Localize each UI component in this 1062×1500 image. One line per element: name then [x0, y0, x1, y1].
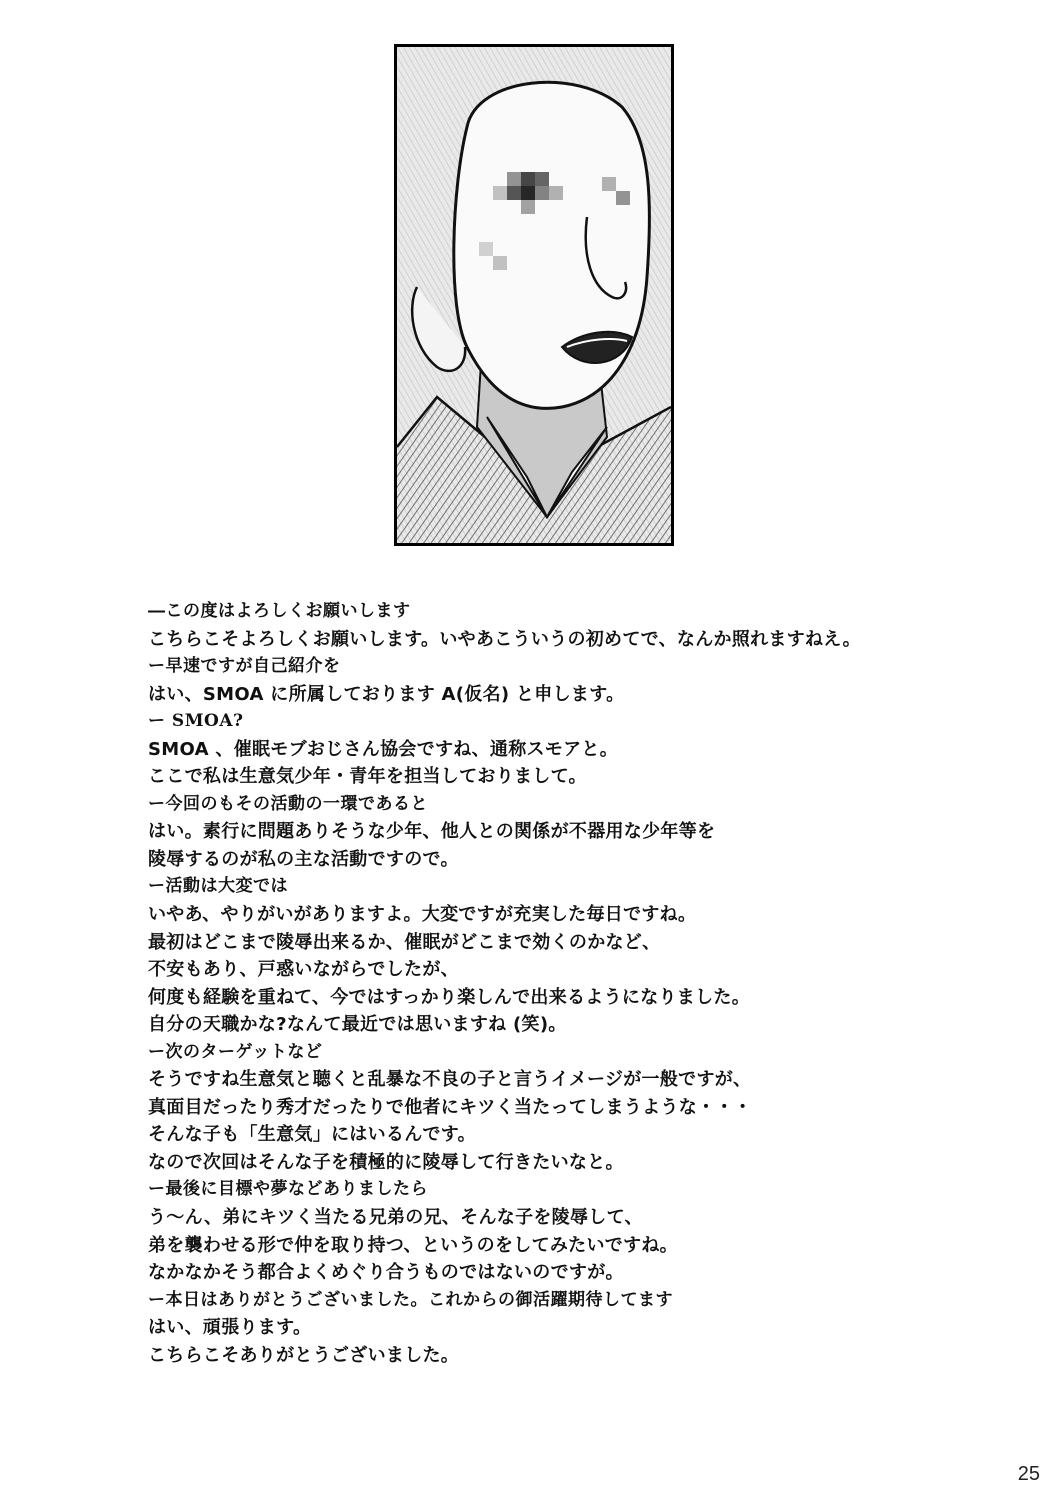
interview-answer: ここで私は生意気少年・青年を担当しておりまして。: [148, 766, 587, 788]
interview-answer: なかなかそう都合よくめぐり合うものではないのですが。: [148, 1262, 624, 1284]
interview-question: ー次のターゲットなど: [148, 1041, 323, 1062]
interview-answer: う～ん、弟にキツく当たる兄弟の兄、そんな子を陵辱して、: [148, 1207, 643, 1229]
interview-question: ー早速ですが自己紹介を: [148, 656, 341, 677]
interview-answer: 不安もあり、戸惑いながらでしたが、: [148, 959, 459, 981]
interview-answer: 真面目だったり秀才だったりで他者にキツく当たってしまうような・・・: [148, 1096, 752, 1118]
interview-question: ー今回のもその活動の一環であると: [148, 793, 428, 814]
interview-question: ―この度はよろしくお願いします: [148, 601, 411, 621]
interview-answer: そうですね生意気と聴くと乱暴な不良の子と言うイメージが一般ですが、: [148, 1069, 752, 1091]
portrait-panel: [394, 44, 674, 546]
interview-question: ー活動は大変では: [148, 876, 288, 897]
interview-answer: 最初はどこまで陵辱出来るか、催眠がどこまで効くのかなど、: [148, 931, 661, 953]
interview-answer: はい、SMOA に所属しております A(仮名) と申します。: [148, 683, 625, 705]
interview-answer: 自分の天職かな?なんて最近では思いますね (笑)。: [148, 1014, 567, 1036]
interview-answer: なので次回はそんな子を積極的に陵辱して行きたいなと。: [148, 1151, 624, 1173]
interview-question: ー SMOA?: [148, 711, 244, 732]
mosaic-censored-man-illustration: [397, 47, 671, 543]
interview-answer: 何度も経験を重ねて、今ではすっかり楽しんで出来るようになりました。: [148, 986, 751, 1008]
page-number: 25: [1017, 1463, 1040, 1485]
interview-answer: SMOA 、催眠モブおじさん協会ですね、通称スモアと。: [148, 738, 618, 760]
interview-answer: こちらこそよろしくお願いします。いやあこういうの初めてで、なんか照れますねえ。: [148, 628, 861, 650]
interview-answer: 陵辱するのが私の主な活動ですので。: [148, 848, 459, 870]
interview-answer: いやあ、やりがいがありますよ。大変ですが充実した毎日ですね。: [148, 904, 697, 926]
interview-question: ー最後に目標や夢などありましたら: [148, 1179, 428, 1200]
interview-text: [148, 598, 1028, 1369]
interview-answer: はい。素行に問題ありそうな少年、他人との関係が不器用な少年等を: [148, 821, 716, 843]
interview-answer: 弟を襲わせる形で仲を取り持つ、というのをしてみたいですね。: [148, 1234, 678, 1256]
interview-answer: そんな子も「生意気」にはいるんです。: [148, 1124, 476, 1146]
interview-answer: はい、頑張ります。: [148, 1317, 312, 1339]
interview-question: ー本日はありがとうございました。これからの御活躍期待してます: [148, 1289, 673, 1310]
interview-answer: こちらこそありがとうございました。: [148, 1344, 460, 1366]
